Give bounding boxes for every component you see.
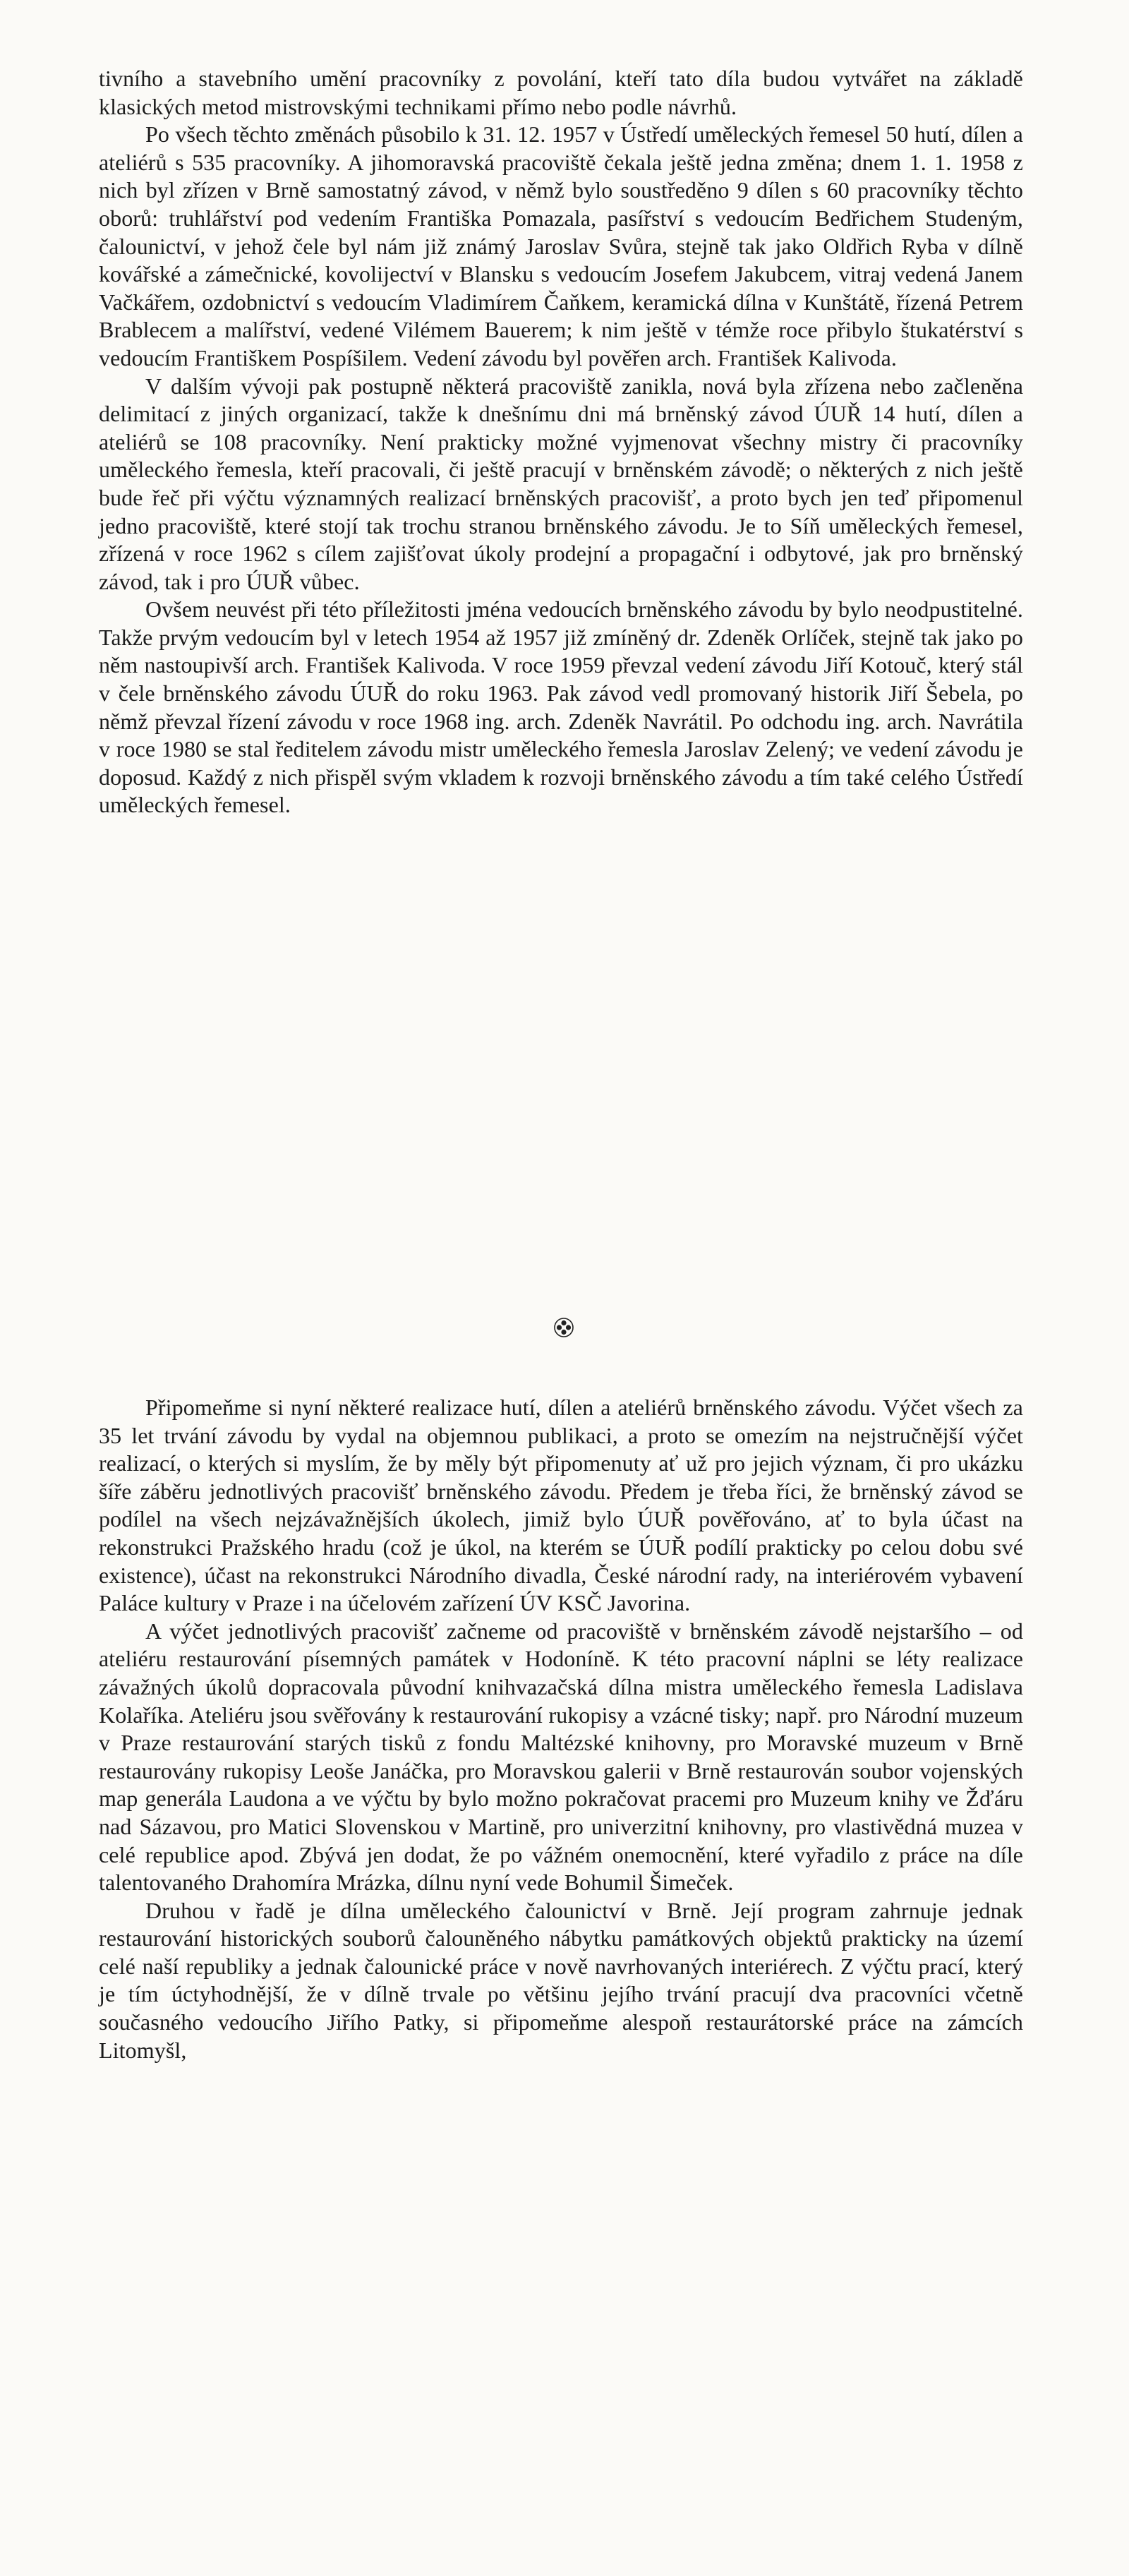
paragraph-development: V dalším vývoji pak postupně některá pracoviště zanikla, nová byla zřízena nebo začleněna delimitací z jiných organizací, takže k dnešnímu dni má brněnský závod ÚUŘ 14 hutí, dílen a ateliérů se 108 pracovníky. Není prakticky možné vyjmenovat všechny mistry či pracovníky uměleckého řemesla, kteří pracovali, či ještě pracují v brněnském závodě; o některých z nich ještě bude řeč při výčtu významných realizací brněnských pracovišť, a proto bych jen teď připomenul jedno pracoviště, které stojí tak trochu stranou brněnského závodu. Je to Síň uměleckých řemesel, zřízená v roce 1962 s cílem zajišťovat úkoly prodejní a propagační i odbytové, jak pro brněnský závod, tak i pro ÚUŘ vůbec.: [99, 373, 1023, 594]
text-section-one: [99, 65, 1023, 819]
floral-ornament-icon: [553, 1317, 574, 1338]
paragraph-realizations-intro: Připomeňme si nyní některé realizace hutí, dílen a ateliérů brněnského závodu. Výčet všech za 35 let trvání závodu by vydal na objemnou publikaci, a proto se omezím na nejstručnější výčet realizací, o kterých si myslím, že by měly být připomenuty ať už pro jejich význam, či pro ukázku šíře záběru jednotlivých pracovišť brněnského závodu. Předem je třeba říci, že brněnský závod se podílel na všech nejzávažnějších úkolech, jimiž bylo ÚUŘ pověřováno, ať to byla účast na rekonstrukci Pražského hradu (což je úkol, na kterém se ÚUŘ podílí prakticky po celou dobu své existence), účast na rekonstrukci Národního divadla, České národní rady, na interiérovém vybavení Paláce kultury v Praze i na účelovém zařízení ÚV KSČ Javorina.: [99, 1395, 1023, 1616]
paragraph-continuation: tivního a stavebního umění pracovníky z povolání, kteří tato díla budou vytvářet na základě klasických metod mistrovskými technikami přímo nebo podle návrhů.: [99, 66, 1023, 119]
paragraph-upholstery-workshop: Druhou v řadě je dílna uměleckého čalounictví v Brně. Její program zahrnuje jednak restaurování historických souborů čalouněného nábytku památkových objektů prakticky na území celé naší republiky a jednak čalounické práce v nově navrhovaných interiérech. Z výčtu prací, který je tím úctyhodnější, že v dílně trvale po většinu jejího trvání pracují dva pracovníci včetně současného vedoucího Jiřího Patky, si připomeňme alespoň restaurátorské práce na zámcích Litomyšl,: [99, 1897, 1023, 2063]
paragraph-directors: Ovšem neuvést při této příležitosti jména vedoucích brněnského závodu by bylo neodpustitelné. Takže prvým vedoucím byl v letech 1954 až 1957 již zmíněný dr. Zdeněk Orlíček, stejně tak jako po něm nastoupivší arch. František Kalivoda. V roce 1959 převzal vedení závodu Jiří Kotouč, který stál v čele brněnského závodu ÚUŘ do roku 1963. Pak závod vedl promovaný historik Jiří Šebela, po němž převzal řízení závodu v roce 1968 ing. arch. Zdeněk Navrátil. Po odchodu ing. arch. Navrátila v roce 1980 se stal ředitelem závodu mistr uměleckého řemesla Jaroslav Zelený; ve vedení závodu je doposud. Každý z nich přispěl svým vkladem k rozvoji brněnského závodu a tím také celého Ústředí uměleckých řemesel.: [99, 596, 1023, 818]
paragraph-workshops-1958: Po všech těchto změnách působilo k 31. 12. 1957 v Ústředí uměleckých řemesel 50 hutí, dílen a ateliérů s 535 pracovníky. A jihomoravská pracoviště čekala ještě jedna změna; dnem 1. 1. 1958 z nich byl zřízen v Brně samostatný závod, v němž bylo soustředěno 9 dílen s 60 pracovníky těchto oborů: truhlářství pod vedením Františka Pomazala, pasířství s vedoucím Bedřichem Studeným, čalounictví, v jehož čele byl nám již známý Jaroslav Svůra, stejně tak jako Oldřich Ryba v dílně kovářské a zámečnické, kovolijectví v Blansku s vedoucím Josefem Jakubcem, vitraj vedená Janem Vačkářem, ozdobnictví s vedoucím Vladimírem Čaňkem, keramická dílna v Kunštátě, řízená Petrem Brablecem a malířství, vedené Vilémem Bauerem; k nim ještě v témže roce přibylo štukatérství s vedoucím Františkem Pospíšilem. Vedení závodu byl pověřen arch. František Kalivoda.: [99, 121, 1023, 371]
text-section-two: [99, 1394, 1023, 2064]
paragraph-hodonin-atelier: A výčet jednotlivých pracovišť začneme od pracoviště v brněnském závodě nejstaršího – od ateliéru restaurování písemných památek v Hodoníně. K této pracovní náplni se léty realizace závažných úkolů dopracovala původní knihvazačská dílna mistra uměleckého řemesla Ladislava Kolaříka. Ateliéru jsou svěřovány k restaurování rukopisy a vzácné tisky; např. pro Národní muzeum v Praze restaurování starých tisků z fondu Maltézské knihovny, pro Moravské muzeum v Brně restaurovány rukopisy Leoše Janáčka, pro Moravskou galerii v Brně restaurován soubor vojenských map generála Laudona a ve výčtu by bylo možno pokračovat pracemi pro Muzeum knihy ve Žďáru nad Sázavou, pro Matici Slovenskou v Martině, pro univerzitní knihovny, pro vlastivědná muzea v celé republice apod. Zbývá jen dodat, že po vážném onemocnění, které vyřadilo z práce na díle talentovaného Drahomíra Mrázka, dílnu nyní vede Bohumil Šimeček.: [99, 1618, 1023, 1896]
